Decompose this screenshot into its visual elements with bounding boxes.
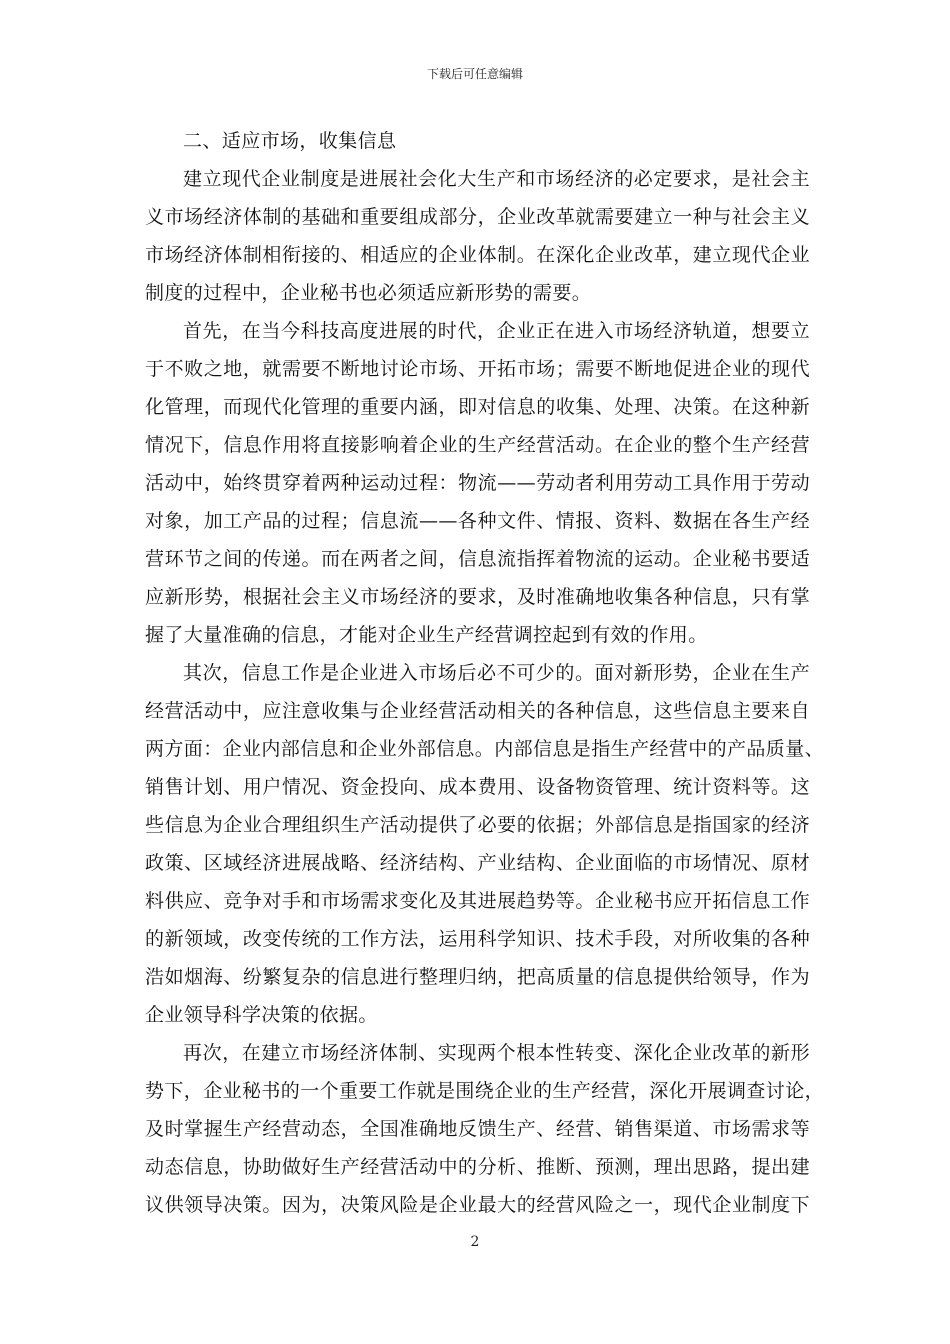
paragraph-line: 政策、区域经济进展战略、经济结构、产业结构、企业面临的市场情况、原材 — [145, 852, 810, 874]
section-heading: 二、适应市场，收集信息 — [183, 130, 397, 152]
paragraph — [145, 312, 810, 654]
paragraph — [145, 1034, 825, 1224]
paragraph-line: 首先，在当今科技高度进展的时代，企业正在进入市场经济轨道，想要立 — [183, 320, 810, 342]
document-body — [145, 122, 825, 1224]
paragraph-line: 企业领导科学决策的依据。 — [145, 1004, 378, 1026]
paragraph-line: 其次，信息工作是企业进入市场后必不可少的。面对新形势，企业在生产 — [183, 662, 810, 684]
paragraph-line: 销售计划、用户情况、资金投向、成本费用、设备物资管理、统计资料等。这 — [145, 776, 810, 798]
paragraph-line: 市场经济体制相衔接的、相适应的企业体制。在深化企业改革，建立现代企业 — [145, 244, 810, 266]
paragraph-line: 营环节之间的传递。而在两者之间，信息流指挥着物流的运动。企业秘书要适 — [145, 548, 810, 570]
paragraph-line: 动态信息，协助做好生产经营活动中的分析、推断、预测，理出思路，提出建 — [145, 1156, 810, 1178]
paragraph-line: 势下，企业秘书的一个重要工作就是围绕企业的生产经营，深化开展调查讨论， — [145, 1080, 825, 1102]
paragraph-line: 两方面：企业内部信息和企业外部信息。内部信息是指生产经营中的产品质量、 — [145, 738, 825, 760]
paragraph-line: 再次，在建立市场经济体制、实现两个根本性转变、深化企业改革的新形 — [183, 1042, 810, 1064]
paragraph-line: 情况下，信息作用将直接影响着企业的生产经营活动。在企业的整个生产经营 — [145, 434, 810, 456]
paragraph — [145, 160, 810, 312]
paragraphs-container — [145, 160, 825, 1224]
paragraph-line: 于不败之地，就需要不断地讨论市场、开拓市场；需要不断地促进企业的现代 — [145, 358, 810, 380]
paragraph-line: 对象，加工产品的过程；信息流——各种文件、情报、资料、数据在各生产经 — [145, 510, 810, 532]
paragraph-line: 制度的过程中，企业秘书也必须适应新形势的需要。 — [145, 282, 592, 304]
paragraph-line: 义市场经济体制的基础和重要组成部分，企业改革就需要建立一种与社会主义 — [145, 206, 810, 228]
page-header: 下载后可任意编辑 — [426, 67, 523, 81]
paragraph-line: 议供领导决策。因为，决策风险是企业最大的经营风险之一，现代企业制度下 — [145, 1194, 810, 1216]
paragraph-line: 化管理，而现代化管理的重要内涵，即对信息的收集、处理、决策。在这种新 — [145, 396, 810, 418]
paragraph-line: 活动中，始终贯穿着两种运动过程：物流——劳动者利用劳动工具作用于劳动 — [145, 472, 810, 494]
paragraph-line: 的新领域，改变传统的工作方法，运用科学知识、技术手段，对所收集的各种 — [145, 928, 810, 950]
paragraph-line: 浩如烟海、纷繁复杂的信息进行整理归纳，把高质量的信息提供给领导，作为 — [145, 966, 810, 988]
paragraph-line: 料供应、竞争对手和市场需求变化及其进展趋势等。企业秘书应开拓信息工作 — [145, 890, 810, 912]
paragraph — [145, 654, 825, 1034]
paragraph-line: 建立现代企业制度是进展社会化大生产和市场经济的必定要求，是社会主 — [183, 168, 810, 190]
paragraph-line: 握了大量准确的信息，才能对企业生产经营调控起到有效的作用。 — [145, 624, 708, 646]
paragraph-line: 应新形势，根据社会主义市场经济的要求，及时准确地收集各种信息，只有掌 — [145, 586, 810, 608]
paragraph-line: 经营活动中，应注意收集与企业经营活动相关的各种信息，这些信息主要来自 — [145, 700, 810, 722]
page-number: 2 — [470, 1234, 480, 1250]
paragraph-line: 及时掌握生产经营动态，全国准确地反馈生产、经营、销售渠道、市场需求等 — [145, 1118, 810, 1140]
paragraph-line: 些信息为企业合理组织生产活动提供了必要的依据；外部信息是指国家的经济 — [145, 814, 810, 836]
